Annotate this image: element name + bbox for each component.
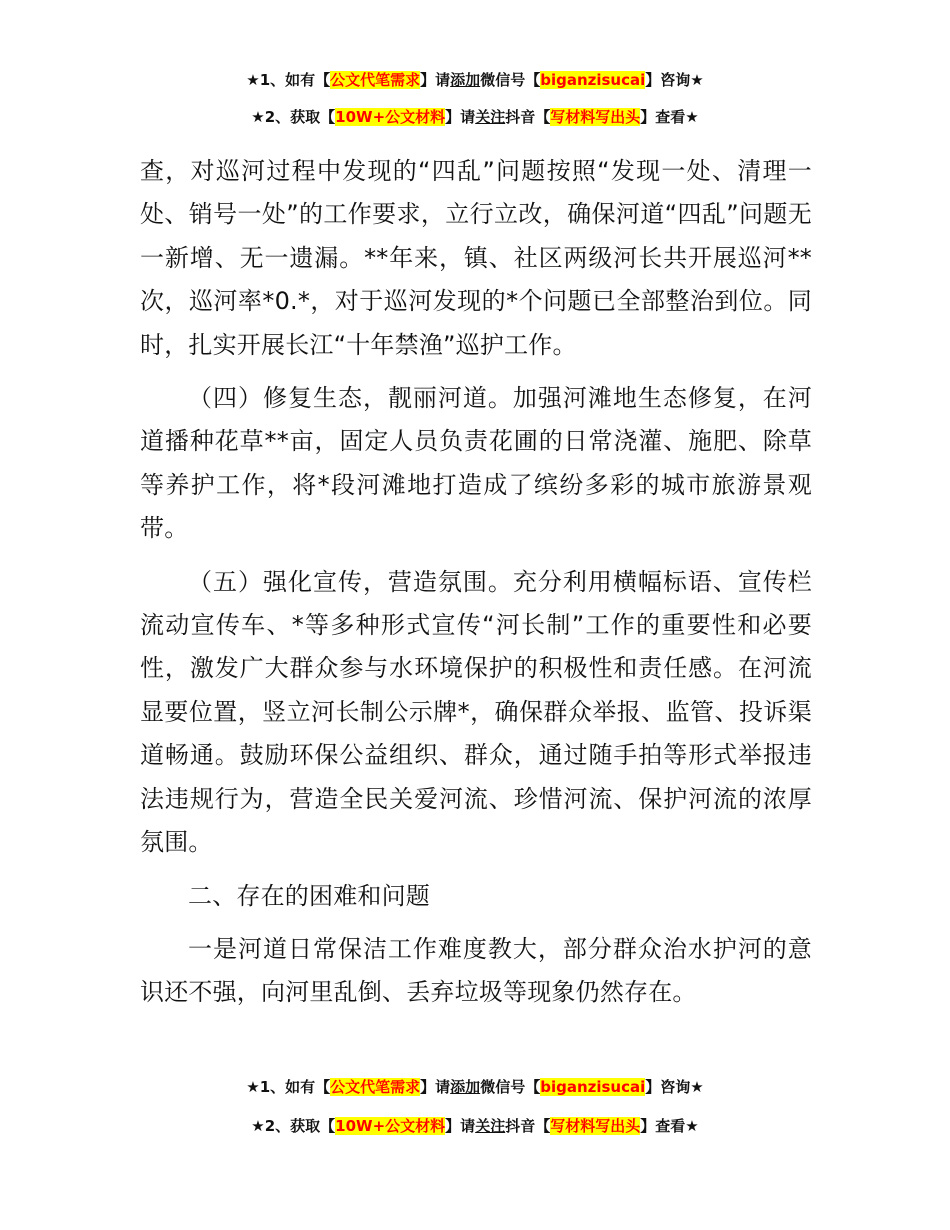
- banner-text: 抖音【: [505, 108, 551, 126]
- banner-text: 1、如有【: [259, 1078, 331, 1096]
- banner-highlight: 写材料写出头: [550, 108, 641, 126]
- banner-text: 】咨询: [645, 71, 691, 89]
- banner-text: 】查看: [640, 108, 686, 126]
- top-banner-line-1: [0, 69, 950, 91]
- star-icon: ★: [246, 71, 260, 89]
- paragraph: 一是河道日常保洁工作难度教大，部分群众治水护河的意识还不强，向河里乱倒、丢弃垃圾等现象仍然存在。: [140, 934, 812, 1007]
- banner-text: 】请: [420, 1078, 451, 1096]
- paragraph: （四）修复生态，靓丽河道。加强河滩地生态修复，在河道播种花草**亩，固定人员负责花圃的日常浇灌、施肥、除草等养护工作，将*段河滩地打造成了缤纷多彩的城市旅游景观带。: [140, 384, 812, 543]
- banner-highlight: biganzisucai: [540, 71, 646, 89]
- banner-text: 1、如有【: [259, 71, 331, 89]
- banner-text: 】请: [445, 108, 476, 126]
- paragraph: （五）强化宣传，营造氛围。充分利用横幅标语、宣传栏流动宣传车、*等多种形式宣传“河长制”工作的重要性和必要性，激发广大群众参与水环境保护的积极性和责任感。在河流显要位置，竖立河长制公示牌*，确保群众举报、监管、投诉渠道畅通。鼓励环保公益组织、群众，通过随手拍等形式举报违法违规行为，营造全民关爱河流、珍惜河流、保护河流的浓厚氛围。: [140, 567, 812, 857]
- banner-underlined-text: 添加: [450, 71, 481, 89]
- banner-highlight: 10W+公文材料: [335, 1117, 446, 1135]
- banner-highlight: 10W+公文材料: [335, 108, 446, 126]
- bottom-banner-line-2: [0, 1115, 950, 1137]
- star-icon: ★: [690, 71, 704, 89]
- top-banner-line-2: [0, 106, 950, 128]
- paragraph: 查，对巡河过程中发现的“四乱”问题按照“发现一处、清理一处、销号一处”的工作要求，立行立改，确保河道“四乱”问题无一新增、无一遗漏。**年来，镇、社区两级河长共开展巡河**次，巡河率*0.*，对于巡河发现的*个问题已全部整治到位。同时，扎实开展长江“十年禁渔”巡护工作。: [140, 157, 812, 359]
- banner-highlight: biganzisucai: [540, 1078, 646, 1096]
- banner-text: 微信号【: [480, 71, 541, 89]
- banner-text: 】请: [420, 71, 451, 89]
- star-icon: ★: [251, 108, 265, 126]
- banner-highlight: 公文代笔需求: [330, 1078, 421, 1096]
- banner-highlight: 公文代笔需求: [330, 71, 421, 89]
- banner-text: 】请: [445, 1117, 476, 1135]
- banner-text: 微信号【: [480, 1078, 541, 1096]
- banner-text: 抖音【: [505, 1117, 551, 1135]
- banner-text: 2、获取【: [264, 1117, 336, 1135]
- banner-text: 2、获取【: [264, 108, 336, 126]
- document-body: [140, 150, 812, 1025]
- star-icon: ★: [685, 1117, 699, 1135]
- banner-highlight: 写材料写出头: [550, 1117, 641, 1135]
- star-icon: ★: [246, 1078, 260, 1096]
- star-icon: ★: [690, 1078, 704, 1096]
- star-icon: ★: [685, 108, 699, 126]
- banner-underlined-text: 关注: [475, 108, 506, 126]
- star-icon: ★: [251, 1117, 265, 1135]
- banner-text: 】查看: [640, 1117, 686, 1135]
- bottom-banner-line-1: [0, 1076, 950, 1098]
- banner-underlined-text: 关注: [475, 1117, 506, 1135]
- banner-text: 】咨询: [645, 1078, 691, 1096]
- section-heading: 二、存在的困难和问题: [188, 881, 430, 910]
- banner-underlined-text: 添加: [450, 1078, 481, 1096]
